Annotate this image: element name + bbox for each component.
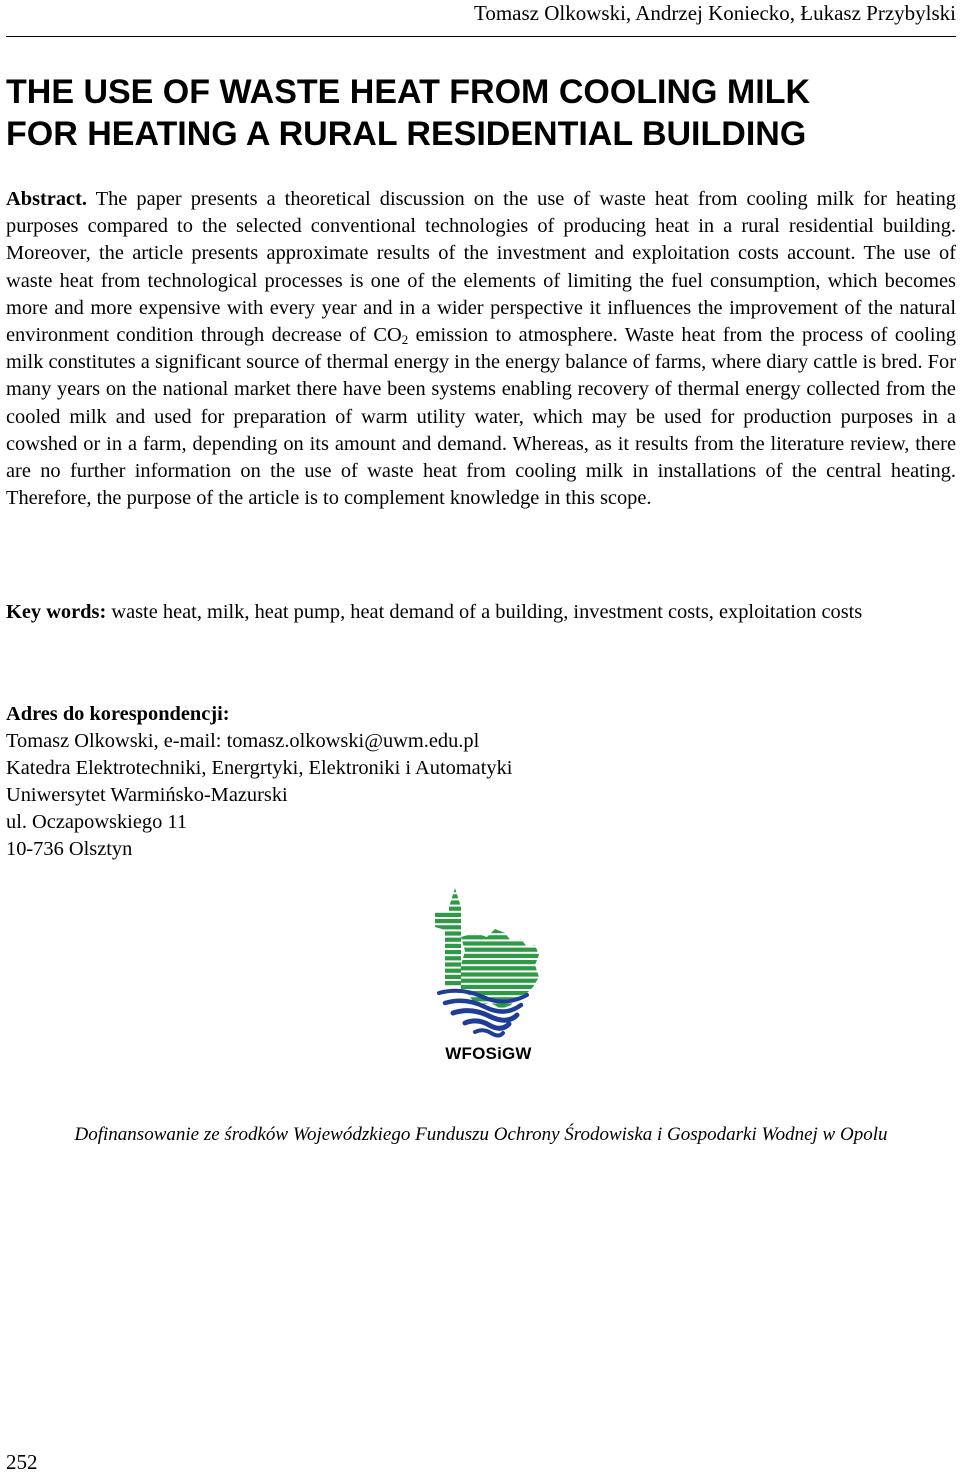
correspondence-line-department: Katedra Elektrotechniki, Energrtyki, Elektroniki i Automatyki xyxy=(6,757,513,779)
logo-tower-stripe xyxy=(431,925,465,929)
correspondence-label: Adres do korespondencji: xyxy=(6,703,230,725)
abstract-label: Abstract. xyxy=(6,188,87,210)
logo-tower-stripe xyxy=(431,894,465,898)
logo-wave xyxy=(475,1030,503,1035)
correspondence-line-author: Tomasz Olkowski, e-mail: tomasz.olkowski@uwm.edu.pl xyxy=(6,730,480,752)
title-line-1: THE USE OF WASTE HEAT FROM COOLING MILK xyxy=(6,73,811,111)
abstract-text-part-2: emission to atmosphere. Waste heat from the process of cooling milk constitutes a significant source of thermal energy in the energy balance of farms, where diary cattle is bred. For many years on the national market there have been systems enabling recovery of thermal energy collected from the cooled milk and used for preparation of warm utility water, which may be used for production purposes in a cowshed or in a farm, depending on its amount and demand. Whereas, as it results from the literature review, there are no further information on the use of waste heat from cooling milk in installations of the central heating. Therefore, the purpose of the article is to complement knowledge in this scope. xyxy=(6,324,956,510)
logo-tower-stripe xyxy=(431,888,465,892)
logo-tower-stripe xyxy=(431,975,465,979)
logo-tower-stripe xyxy=(431,931,465,935)
logo-tower-stripe xyxy=(431,919,465,923)
page-number: 252 xyxy=(6,1450,38,1474)
logo-map-stripe xyxy=(459,979,543,983)
paper-title xyxy=(6,71,956,155)
abstract-subscript: 2 xyxy=(401,332,409,348)
logo-map-stripe xyxy=(459,960,543,964)
logo-map-stripe xyxy=(459,935,543,939)
correspondence-line-city: 10-736 Olsztyn xyxy=(6,838,133,860)
logo-map-stripe xyxy=(459,966,543,970)
abstract-text-part-1: The paper presents a theoretical discussion on the use of waste heat from cooling milk for heating purposes compared to the selected conventional technologies of producing heat in a rural residential building. Moreover, the article presents approximate results of the investment and exploitation costs account. The use of waste heat from technological processes is one of the elements of limiting the fuel consumption, which becomes more and more expensive with every year and in a wider perspective it influences the improvement of the natural environment condition through decrease of CO xyxy=(6,188,956,347)
logo-tower-stripe xyxy=(431,969,465,973)
logo-tower-stripe xyxy=(431,956,465,960)
correspondence-line-street: ul. Oczapowskiego 11 xyxy=(6,811,188,833)
logo-map-stripe xyxy=(459,929,543,933)
logo-tower-stripe xyxy=(431,950,465,954)
title-line-2: FOR HEATING A RURAL RESIDENTIAL BUILDING xyxy=(6,115,807,153)
page xyxy=(6,0,956,1475)
logo-map-stripe xyxy=(459,941,543,945)
logo-tower-stripe xyxy=(431,900,465,904)
logo-tower-stripe xyxy=(431,981,465,985)
abstract xyxy=(6,186,956,512)
logo-map-stripe xyxy=(459,948,543,952)
logo-tower-stripe xyxy=(431,944,465,948)
logo-tower-stripe xyxy=(431,938,465,942)
logo-map-stripe xyxy=(459,985,543,989)
wfosigw-logo-icon xyxy=(431,885,546,1043)
correspondence-address xyxy=(6,701,956,863)
funding-acknowledgement: Dofinansowanie ze środków Wojewódzkiego Funduszu Ochrony Środowiska i Gospodarki Wodnej w Opolu xyxy=(74,1124,888,1145)
logo-text: WFOSiGW xyxy=(445,1044,532,1063)
keywords xyxy=(6,599,956,626)
keywords-label: Key words: xyxy=(6,601,107,623)
logo-tower-stripe xyxy=(431,913,465,917)
correspondence-line-university: Uniwersytet Warmińsko-Mazurski xyxy=(6,784,288,806)
keywords-text: waste heat, milk, heat pump, heat demand of a building, investment costs, exploitation costs xyxy=(106,601,863,623)
logo-tower-stripe xyxy=(431,907,465,911)
logo-map-stripe xyxy=(459,954,543,958)
wfosigw-logo xyxy=(431,885,546,1067)
logo-map-stripe xyxy=(459,972,543,976)
header-rule xyxy=(6,36,956,37)
running-head-authors: Tomasz Olkowski, Andrzej Koniecko, Łukasz Przybylski xyxy=(473,1,956,25)
logo-tower-stripe xyxy=(431,962,465,966)
